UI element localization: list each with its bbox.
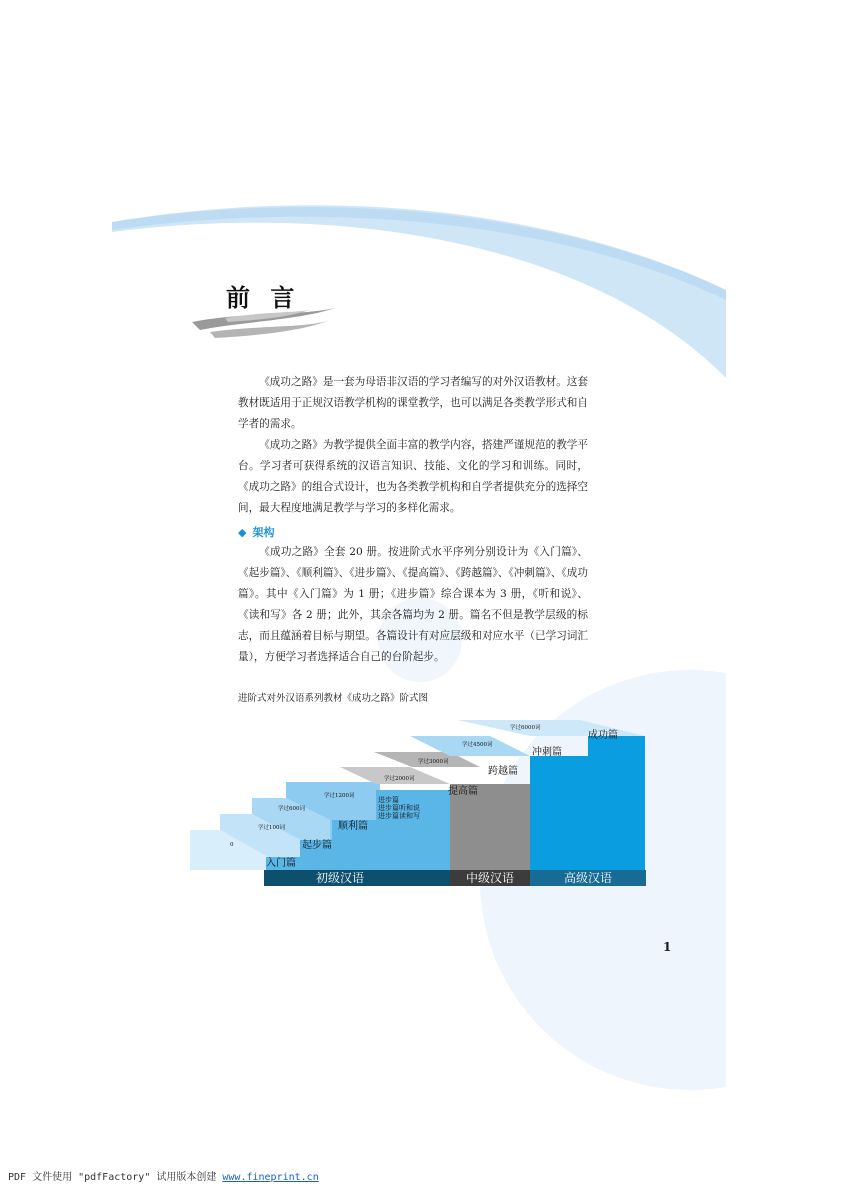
footer	[8, 1168, 319, 1183]
vocab-label: 学过4500词	[462, 742, 493, 748]
book-label: 进步篇听和说	[378, 804, 420, 812]
footer-text: PDF 文件使用 "pdfFactory" 试用版本创建	[8, 1172, 223, 1183]
book-label: 成功篇	[588, 730, 618, 741]
book-label: 跨越篇	[488, 766, 518, 777]
section-heading	[238, 524, 274, 540]
book-label: 进步篇读和写	[378, 812, 420, 820]
level-label-advanced: 高级汉语	[563, 871, 613, 885]
book-label: 进步篇	[378, 796, 399, 804]
vocab-label: 学过2000词	[384, 776, 415, 782]
page-title: 前 言	[226, 284, 301, 312]
book-label: 提高篇	[448, 786, 478, 797]
intro-text	[238, 372, 588, 519]
diamond-bullet-icon: ◆	[238, 526, 247, 539]
vocab-label: 学过100词	[258, 825, 285, 831]
section-title: 架构	[252, 526, 275, 539]
staircase-diagram	[180, 712, 660, 892]
intro-paragraph-1: 《成功之路》是一套为母语非汉语的学习者编写的对外汉语教材。这套教材既适用于正规汉语教学机构的课堂教学，也可以满足各类教学形式和自学者的需求。	[238, 376, 588, 430]
intro-paragraph-2: 《成功之路》为教学提供全面丰富的教学内容，搭建严谨规范的教学平台。学习者可获得系统的汉语言知识、技能、文化的学习和训练。同时，《成功之路》的组合式设计，也为各类教学机构和自学者提供充分的选择空间，最大程度地满足教学与学习的多样化需求。	[238, 439, 588, 514]
book-label: 起步篇	[302, 840, 332, 851]
level-label-primary: 初级汉语	[315, 871, 365, 885]
book-label: 顺利篇	[338, 821, 368, 832]
section-body	[238, 542, 588, 668]
vocab-label: 学过1200词	[324, 793, 355, 799]
section-paragraph: 《成功之路》全套 20 册。按进阶式水平序列分别设计为《入门篇》、《起步篇》、《顺利篇》、《进步篇》、《提高篇》、《跨越篇》、《冲刺篇》、《成功篇》。其中《入门篇》为 1 册；《进步篇》综合课本为 3 册，《听和说》、《读和写》各 2 册；此外，其余各篇均为 2 册。篇名不但是教学层级的标志，而且蕴涵着目标与期望。各篇设计有对应层级和对应水平（已学习词汇量），方便学习者选择适合自己的台阶起步。	[238, 546, 588, 663]
page-number: 1	[663, 940, 672, 954]
vocab-label: 0	[230, 842, 234, 848]
book-label: 入门篇	[266, 858, 296, 869]
vocab-label: 学过3000词	[418, 759, 449, 765]
level-label-intermediate: 中级汉语	[465, 871, 515, 885]
primary-steps	[190, 782, 450, 870]
vocab-label: 学过6000词	[510, 725, 541, 731]
book-label: 冲刺篇	[532, 747, 562, 758]
footer-link[interactable]: www.fineprint.cn	[222, 1172, 319, 1183]
vocab-label: 学过600词	[278, 806, 305, 812]
figure-caption: 进阶式对外汉语系列教材《成功之路》阶式图	[238, 693, 429, 704]
